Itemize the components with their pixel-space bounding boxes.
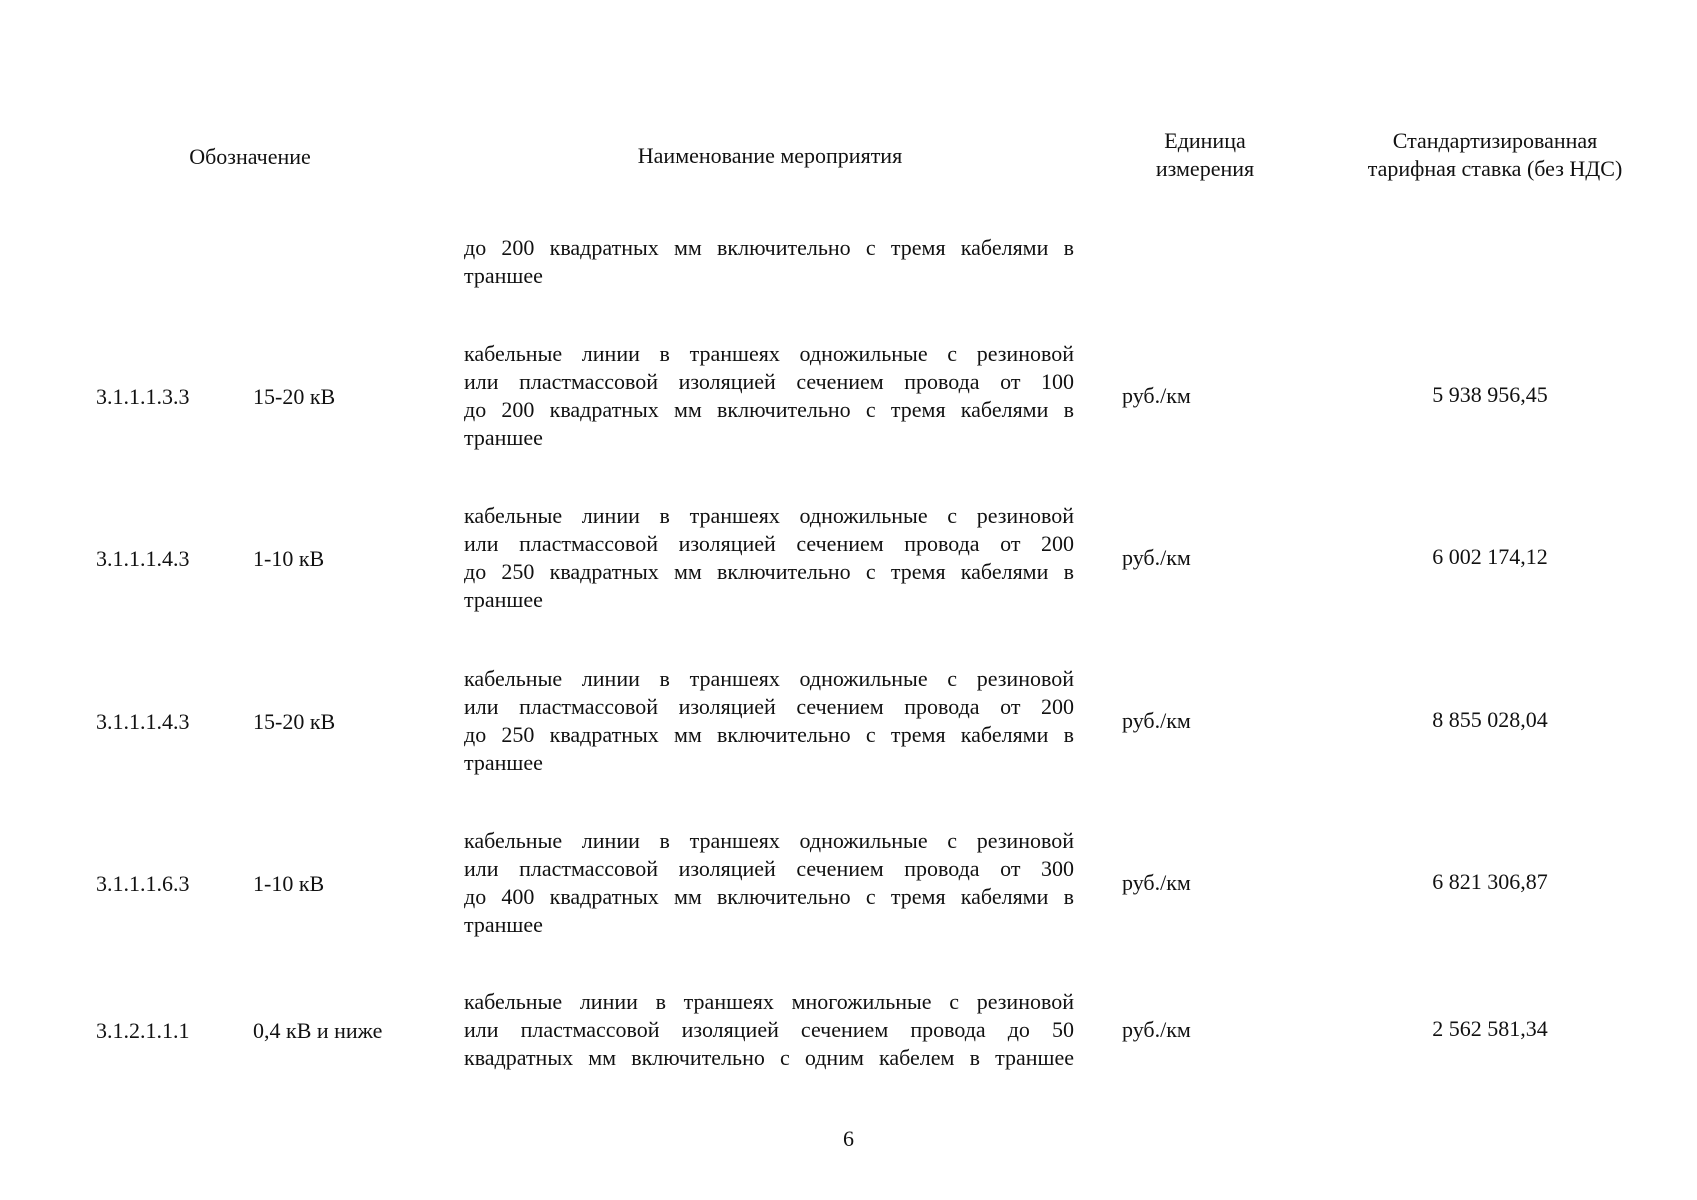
row-description-line: или пластмассовой изоляцией сечением провода от 100 [464,369,1074,394]
row-description-line: до 250 квадратных мм включительно с тремя кабелями в [464,722,1074,747]
row-description-line: до 250 квадратных мм включительно с тремя кабелями в [464,559,1074,584]
row-unit: руб./км [1122,545,1191,570]
row-unit: руб./км [1122,1017,1191,1042]
column-header-unit-line2: измерения [1155,156,1255,181]
row-voltage: 0,4 кВ и ниже [253,1018,383,1043]
row-description-line: квадратных мм включительно с одним кабелем в траншее [464,1045,1074,1070]
row-description [464,340,1074,452]
row-description-line: траншее [464,750,543,775]
row-description-line: кабельные линии в траншеях одножильные с резиновой [464,341,1074,366]
column-header-rate-line2: тарифная ставка (без НДС) [1367,156,1623,181]
row-description-line: кабельные линии в траншеях одножильные с резиновой [464,666,1074,691]
row-description-line: до 200 квадратных мм включительно с тремя кабелями в [464,397,1074,422]
row-voltage: 1-10 кВ [253,546,325,571]
column-header-unit [1100,127,1310,183]
row-code: 3.1.2.1.1.1 [96,1018,190,1043]
row-description-line: или пластмассовой изоляцией сечением провода от 300 [464,856,1074,881]
row-description-line: кабельные линии в траншеях одножильные с резиновой [464,503,1074,528]
row-description [464,988,1074,1072]
row-unit: руб./км [1122,870,1191,895]
row-voltage: 15-20 кВ [253,709,336,734]
row-description-line: траншее [464,425,543,450]
continuation-line: траншее [464,263,543,288]
row-description [464,827,1074,939]
row-description-line: кабельные линии в траншеях многожильные с резиновой [464,989,1074,1014]
continuation-text [464,234,1074,290]
page-number: 6 [843,1126,854,1151]
row-code: 3.1.1.1.4.3 [96,709,190,734]
row-description-line: траншее [464,912,543,937]
row-description [464,502,1074,614]
column-header-rate-line1: Стандартизированная [1392,128,1598,153]
row-rate: 2 562 581,34 [1432,1016,1548,1041]
row-description-line: кабельные линии в траншеях одножильные с резиновой [464,828,1074,853]
column-header-unit-line1: Единица [1164,128,1246,153]
row-description-line: до 400 квадратных мм включительно с тремя кабелями в [464,884,1074,909]
row-description-line: траншее [464,587,543,612]
row-description-line: или пластмассовой изоляцией сечением провода от 200 [464,694,1074,719]
column-header-name [460,142,1080,170]
row-rate: 6 821 306,87 [1432,869,1548,894]
row-description [464,665,1074,777]
row-code: 3.1.1.1.3.3 [96,384,190,409]
row-rate: 5 938 956,45 [1432,382,1548,407]
row-unit: руб./км [1122,383,1191,408]
row-voltage: 15-20 кВ [253,384,336,409]
row-code: 3.1.1.1.6.3 [96,871,190,896]
column-header-code [120,143,380,171]
row-voltage: 1-10 кВ [253,871,325,896]
column-header-rate [1330,127,1660,183]
column-header-name-label: Наименование мероприятия [637,143,903,168]
row-code: 3.1.1.1.4.3 [96,546,190,571]
row-description-line: или пластмассовой изоляцией сечением провода от 200 [464,531,1074,556]
row-unit: руб./км [1122,708,1191,733]
row-description-line: или пластмассовой изоляцией сечением провода до 50 [464,1017,1074,1042]
row-rate: 8 855 028,04 [1432,707,1548,732]
continuation-line: до 200 квадратных мм включительно с тремя кабелями в [464,235,1074,260]
column-header-code-label: Обозначение [189,144,311,169]
row-rate: 6 002 174,12 [1432,544,1548,569]
